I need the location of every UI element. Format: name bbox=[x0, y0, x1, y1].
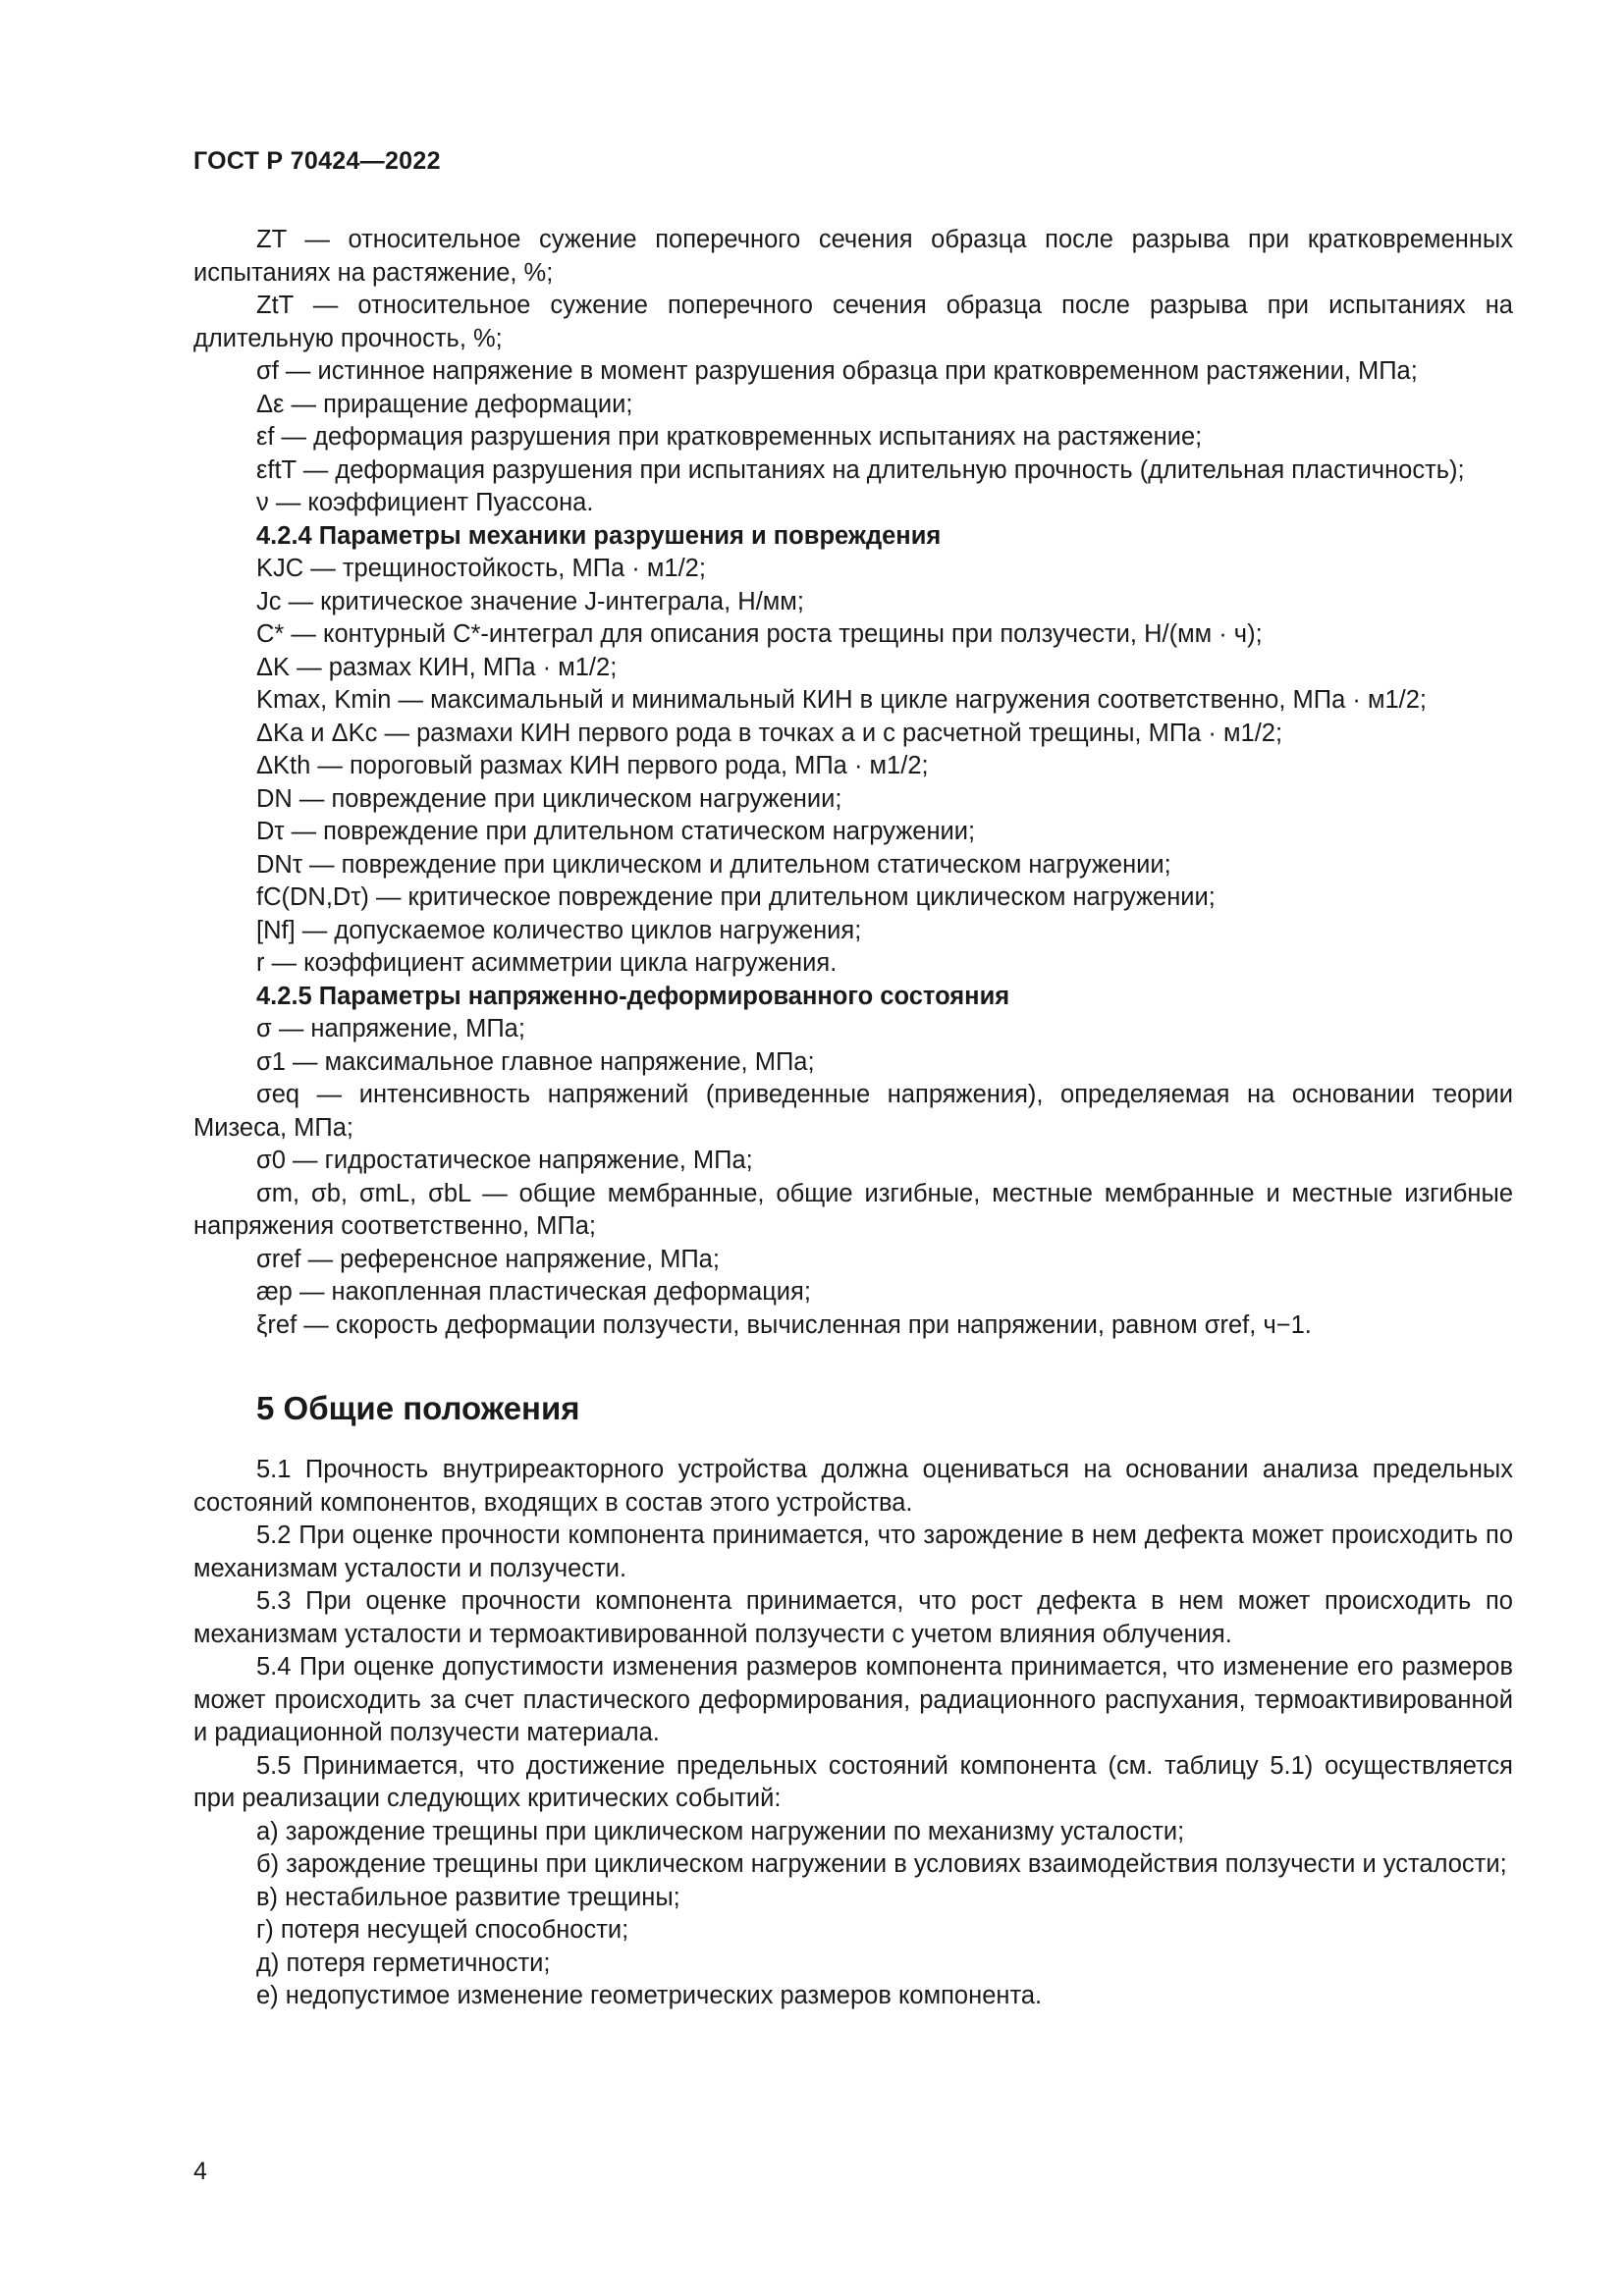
paragraph: 5.4 При оценке допустимости изменения размеров компонента принимается, что изменение его размеров может происходить за счет пластического деформирования, радиационного распухания, термоактивированной и радиационной ползучести материала. bbox=[193, 1653, 1513, 1746]
section-5-body bbox=[193, 1454, 1513, 2013]
definition-item: DN — повреждение при циклическом нагружении; bbox=[256, 784, 842, 813]
definition-item: ΔKth — пороговый размах КИН первого рода, МПа · м1/2; bbox=[256, 752, 929, 779]
definition-item: εftT — деформация разрушения при испытаниях на длительную прочность (длительная пластичность); bbox=[256, 455, 1465, 484]
list-item: б) зарождение трещины при циклическом нагружении в условиях взаимодействия ползучести и усталости; bbox=[256, 1850, 1507, 1878]
definition-item: Kmax, Kmin — максимальный и минимальный КИН в цикле нагружения соответственно, МПа · м1/2; bbox=[256, 686, 1428, 714]
definitions-list-c bbox=[193, 1013, 1513, 1342]
definitions-list-a bbox=[193, 224, 1513, 520]
subsection-title-4-2-5: 4.2.5 Параметры напряженно-деформированного состояния bbox=[256, 982, 1010, 1010]
subsection-title-4-2-4: 4.2.4 Параметры механики разрушения и повреждения bbox=[256, 521, 942, 550]
definition-item: æp — накопленная пластическая деформация; bbox=[256, 1278, 811, 1306]
definition-item: σ0 — гидростатическое напряжение, МПа; bbox=[256, 1147, 753, 1174]
list-item: д) потеря герметичности; bbox=[256, 1949, 551, 1977]
definition-item: σref — референсное напряжение, МПа; bbox=[256, 1245, 720, 1273]
definition-item: fC(DN,Dτ) — критическое повреждение при длительном циклическом нагружении; bbox=[256, 883, 1216, 911]
paragraph: 5.5 Принимается, что достижение предельных состояний компонента (см. таблицу 5.1) осуществляется при реализации следующих критических событий: bbox=[193, 1751, 1513, 1812]
definition-item: σ1 — максимальное главное напряжение, МПа; bbox=[256, 1047, 815, 1076]
page-number: 4 bbox=[193, 2158, 207, 2185]
document-header: ГОСТ Р 70424—2022 bbox=[193, 147, 441, 175]
definition-item: Dτ — повреждение при длительном статическом нагружении; bbox=[256, 818, 976, 845]
definition-item: εf — деформация разрушения при кратковременных испытаниях на растяжение; bbox=[256, 423, 1203, 451]
list-item: е) недопустимое изменение геометрических размеров компонента. bbox=[256, 1982, 1043, 2009]
list-item: в) нестабильное развитие трещины; bbox=[256, 1883, 680, 1911]
definition-item: [Nf] — допускаемое количество циклов нагружения; bbox=[256, 916, 862, 944]
definition-item: ν — коэффициент Пуассона. bbox=[256, 489, 594, 516]
definition-item: C* — контурный C*-интеграл для описания роста трещины при ползучести, Н/(мм · ч); bbox=[256, 620, 1263, 648]
definition-item: Δε — приращение деформации; bbox=[256, 390, 633, 418]
definition-item: σf — истинное напряжение в момент разрушения образца при кратковременном растяжении, МПа; bbox=[256, 357, 1418, 385]
definition-item: r — коэффициент асимметрии цикла нагружения. bbox=[256, 949, 838, 977]
paragraph: 5.1 Прочность внутриреакторного устройства должна оцениваться на основании анализа предельных состояний компонентов, входящих в состав этого устройства. bbox=[193, 1456, 1513, 1517]
definitions-list-b bbox=[193, 553, 1513, 981]
definition-item: ΔKa и ΔKc — размахи КИН первого рода в точках a и c расчетной трещины, МПа · м1/2; bbox=[256, 719, 1283, 747]
definition-item: σm, σb, σmL, σbL — общие мембранные, общие изгибные, местные мембранные и местные изгибные напряжения соответственно, МПа; bbox=[193, 1179, 1513, 1240]
definition-item: ξref — скорость деформации ползучести, вычисленная при напряжении, равном σref, ч−1. bbox=[256, 1310, 1312, 1339]
paragraph: 5.2 При оценке прочности компонента принимается, что зарождение в нем дефекта может происходить по механизмам усталости и ползучести. bbox=[193, 1522, 1513, 1582]
definition-item: KJC — трещиностойкость, МПа · м1/2; bbox=[256, 555, 706, 582]
paragraph: 5.3 При оценке прочности компонента принимается, что рост дефекта в нем может происходить по механизмам усталости и термоактивированной ползучести с учетом влияния облучения. bbox=[193, 1587, 1513, 1648]
definition-item: ZtT — относительное сужение поперечного сечения образца после разрыва при испытаниях на длительную прочность, %; bbox=[193, 292, 1513, 352]
definition-item: ZT — относительное сужение поперечного сечения образца после разрыва при кратковременных испытаниях на растяжение, %; bbox=[193, 226, 1513, 287]
list-item: а) зарождение трещины при циклическом нагружении по механизму усталости; bbox=[256, 1817, 1185, 1845]
definition-item: σeq — интенсивность напряжений (приведенные напряжения), определяемая на основании теории Мизеса, МПа; bbox=[193, 1081, 1513, 1142]
definition-item: σ — напряжение, МПа; bbox=[256, 1015, 525, 1042]
list-item: г) потеря несущей способности; bbox=[256, 1916, 629, 1944]
definition-item: ΔK — размах КИН, МПа · м1/2; bbox=[256, 653, 618, 681]
page-content bbox=[193, 224, 1513, 2013]
definition-item: DNτ — повреждение при циклическом и длительном статическом нагружении; bbox=[256, 850, 1171, 879]
section-title-5: 5 Общие положения bbox=[256, 1390, 580, 1426]
definition-item: Jc — критическое значение J-интеграла, Н/мм; bbox=[256, 587, 804, 615]
